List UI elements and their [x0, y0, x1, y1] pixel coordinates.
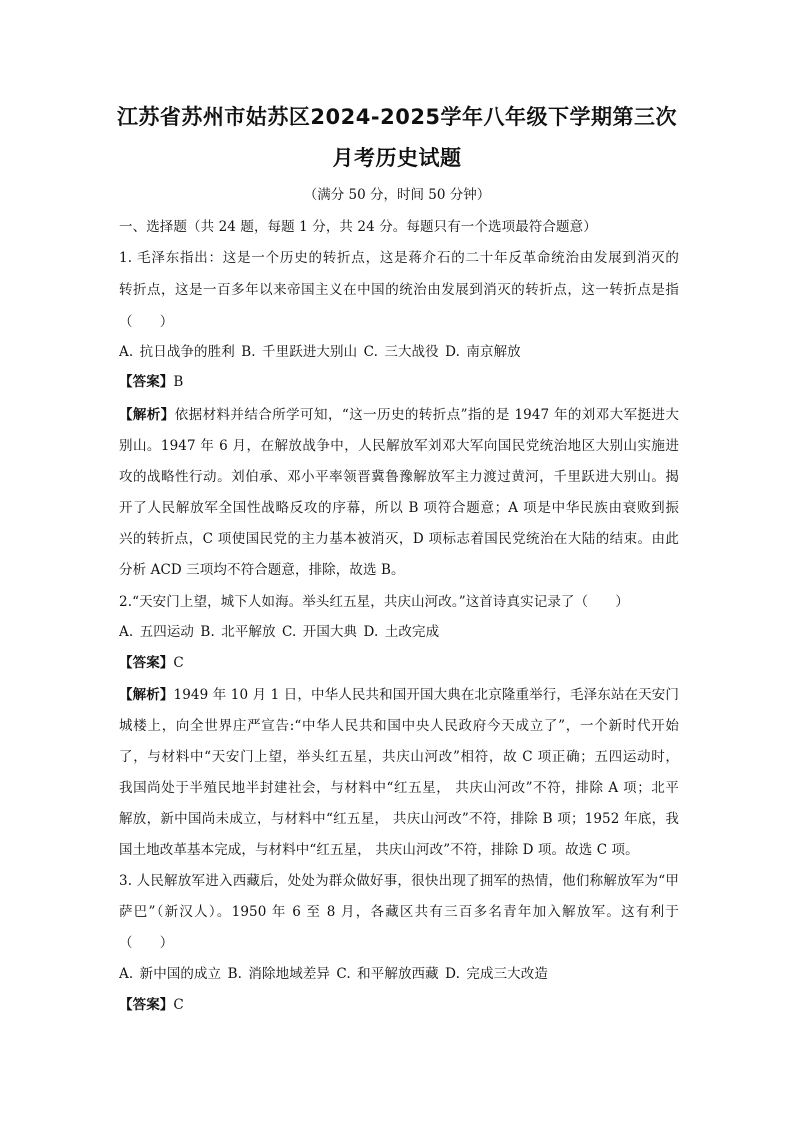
question-1-line-1: 1. 毛泽东指出：这是一个历史的转折点，这是蒋介石的二十年反革命统治由发展到消灭的 — [119, 250, 679, 266]
question-2-analysis-line-2: 城楼上，向全世界庄严宣告:“中华人民共和国中央人民政府今天成立了”，一个新时代开始 — [119, 718, 679, 734]
question-1-answer — [119, 372, 679, 392]
question-3-options: A. 新中国的成立 B. 消除地域差异 C. 和平解放西藏 D. 完成三大改造 — [119, 966, 548, 982]
question-1-analysis-line-4: 开了人民解放军全国性战略反攻的序幕，所以 B 项符合题意；A 项是中华民族由衰败到振 — [119, 500, 679, 516]
question-3-line-2: 萨巴”（新汉人）。1950 年 6 至 8 月，各藏区共有三百多名青年加入解放军。这有利于 — [119, 904, 679, 920]
exam-title-line-1: 江苏省苏州市姑苏区2024-2025学年八年级下学期第三次 — [116, 105, 678, 129]
question-2-analysis-line-5: 解放，新中国尚未成立，与材料中“红五星， 共庆山河改”不符，排除 B 项；1952 年底，我 — [119, 811, 679, 827]
question-2-analysis-line-1 — [119, 685, 679, 705]
answer-value: B — [173, 374, 184, 390]
question-1-analysis-line-6: 分析 ACD 三项均不符合题意，排除，故选 B。 — [119, 562, 405, 578]
answer-value: C — [173, 997, 184, 1013]
question-2-answer — [119, 653, 679, 673]
question-1-analysis-line-1 — [119, 405, 679, 425]
question-2-line-1: 2.“天安门上望，城下人如海。举头红五星，共庆山河改。”这首诗真实记录了（ ） — [119, 594, 629, 610]
exam-title-line-2: 月考历史试题 — [332, 146, 462, 170]
analysis-text: 依据材料并结合所学可知，“这一历史的转折点”指的是 1947 年的刘邓大军挺进大 — [174, 407, 679, 423]
analysis-tag: 【解析】 — [119, 687, 174, 703]
question-2-analysis-line-6: 国土地改革基本完成，与材料中“红五星， 共庆山河改”不符，排除 D 项。故选 C 项。 — [119, 842, 639, 858]
question-1-analysis-line-2: 别山。1947 年 6 月，在解放战争中，人民解放军刘邓大军向国民党统治地区大别山实施进 — [119, 438, 679, 454]
section-header: 一、选择题（共 24 题，每题 1 分，共 24 分。每题只有一个选项最符合题意） — [119, 219, 597, 235]
answer-value: C — [173, 655, 184, 671]
analysis-tag: 【解析】 — [119, 407, 175, 423]
answer-tag: 【答案】 — [119, 374, 174, 390]
question-1-analysis-line-5: 兴的转折点，C 项使国民党的主力基本被消灭，D 项标志着国民党统治在大陆的结束。由此 — [119, 531, 679, 547]
question-2-analysis-line-4: 我国尚处于半殖民地半封建社会，与材料中“红五星， 共庆山河改”不符，排除 A 项；北平 — [119, 780, 679, 796]
question-2-analysis-line-3: 了，与材料中“天安门上望，举头红五星，共庆山河改”相符，故 C 项正确；五四运动时， — [119, 749, 679, 765]
answer-tag: 【答案】 — [119, 655, 174, 671]
question-3-answer — [119, 995, 679, 1015]
question-3-line-1: 3. 人民解放军进入西藏后，处处为群众做好事，很快出现了拥军的热情，他们称解放军为“甲 — [119, 873, 679, 889]
question-1-analysis-line-3: 攻的战略性行动。刘伯承、邓小平率领晋冀鲁豫解放军主力渡过黄河，千里跃进大别山。揭 — [119, 469, 679, 485]
question-1-line-3: （ ） — [119, 314, 174, 330]
analysis-text: 1949 年 10 月 1 日，中华人民共和国开国大典在北京隆重举行，毛泽东站在天安门 — [173, 687, 679, 703]
question-3-line-3: （ ） — [119, 935, 174, 951]
question-1-line-2: 转折点，这是一百多年以来帝国主义在中国的统治由发展到消灭的转折点，这一转折点是指 — [119, 282, 679, 298]
question-1-options: A. 抗日战争的胜利 B. 千里跃进大别山 C. 三大战役 D. 南京解放 — [119, 344, 521, 360]
answer-tag: 【答案】 — [119, 997, 174, 1013]
exam-subtitle: （满分 50 分，时间 50 分钟） — [303, 187, 491, 203]
question-2-options: A. 五四运动 B. 北平解放 C. 开国大典 D. 土改完成 — [119, 624, 440, 640]
